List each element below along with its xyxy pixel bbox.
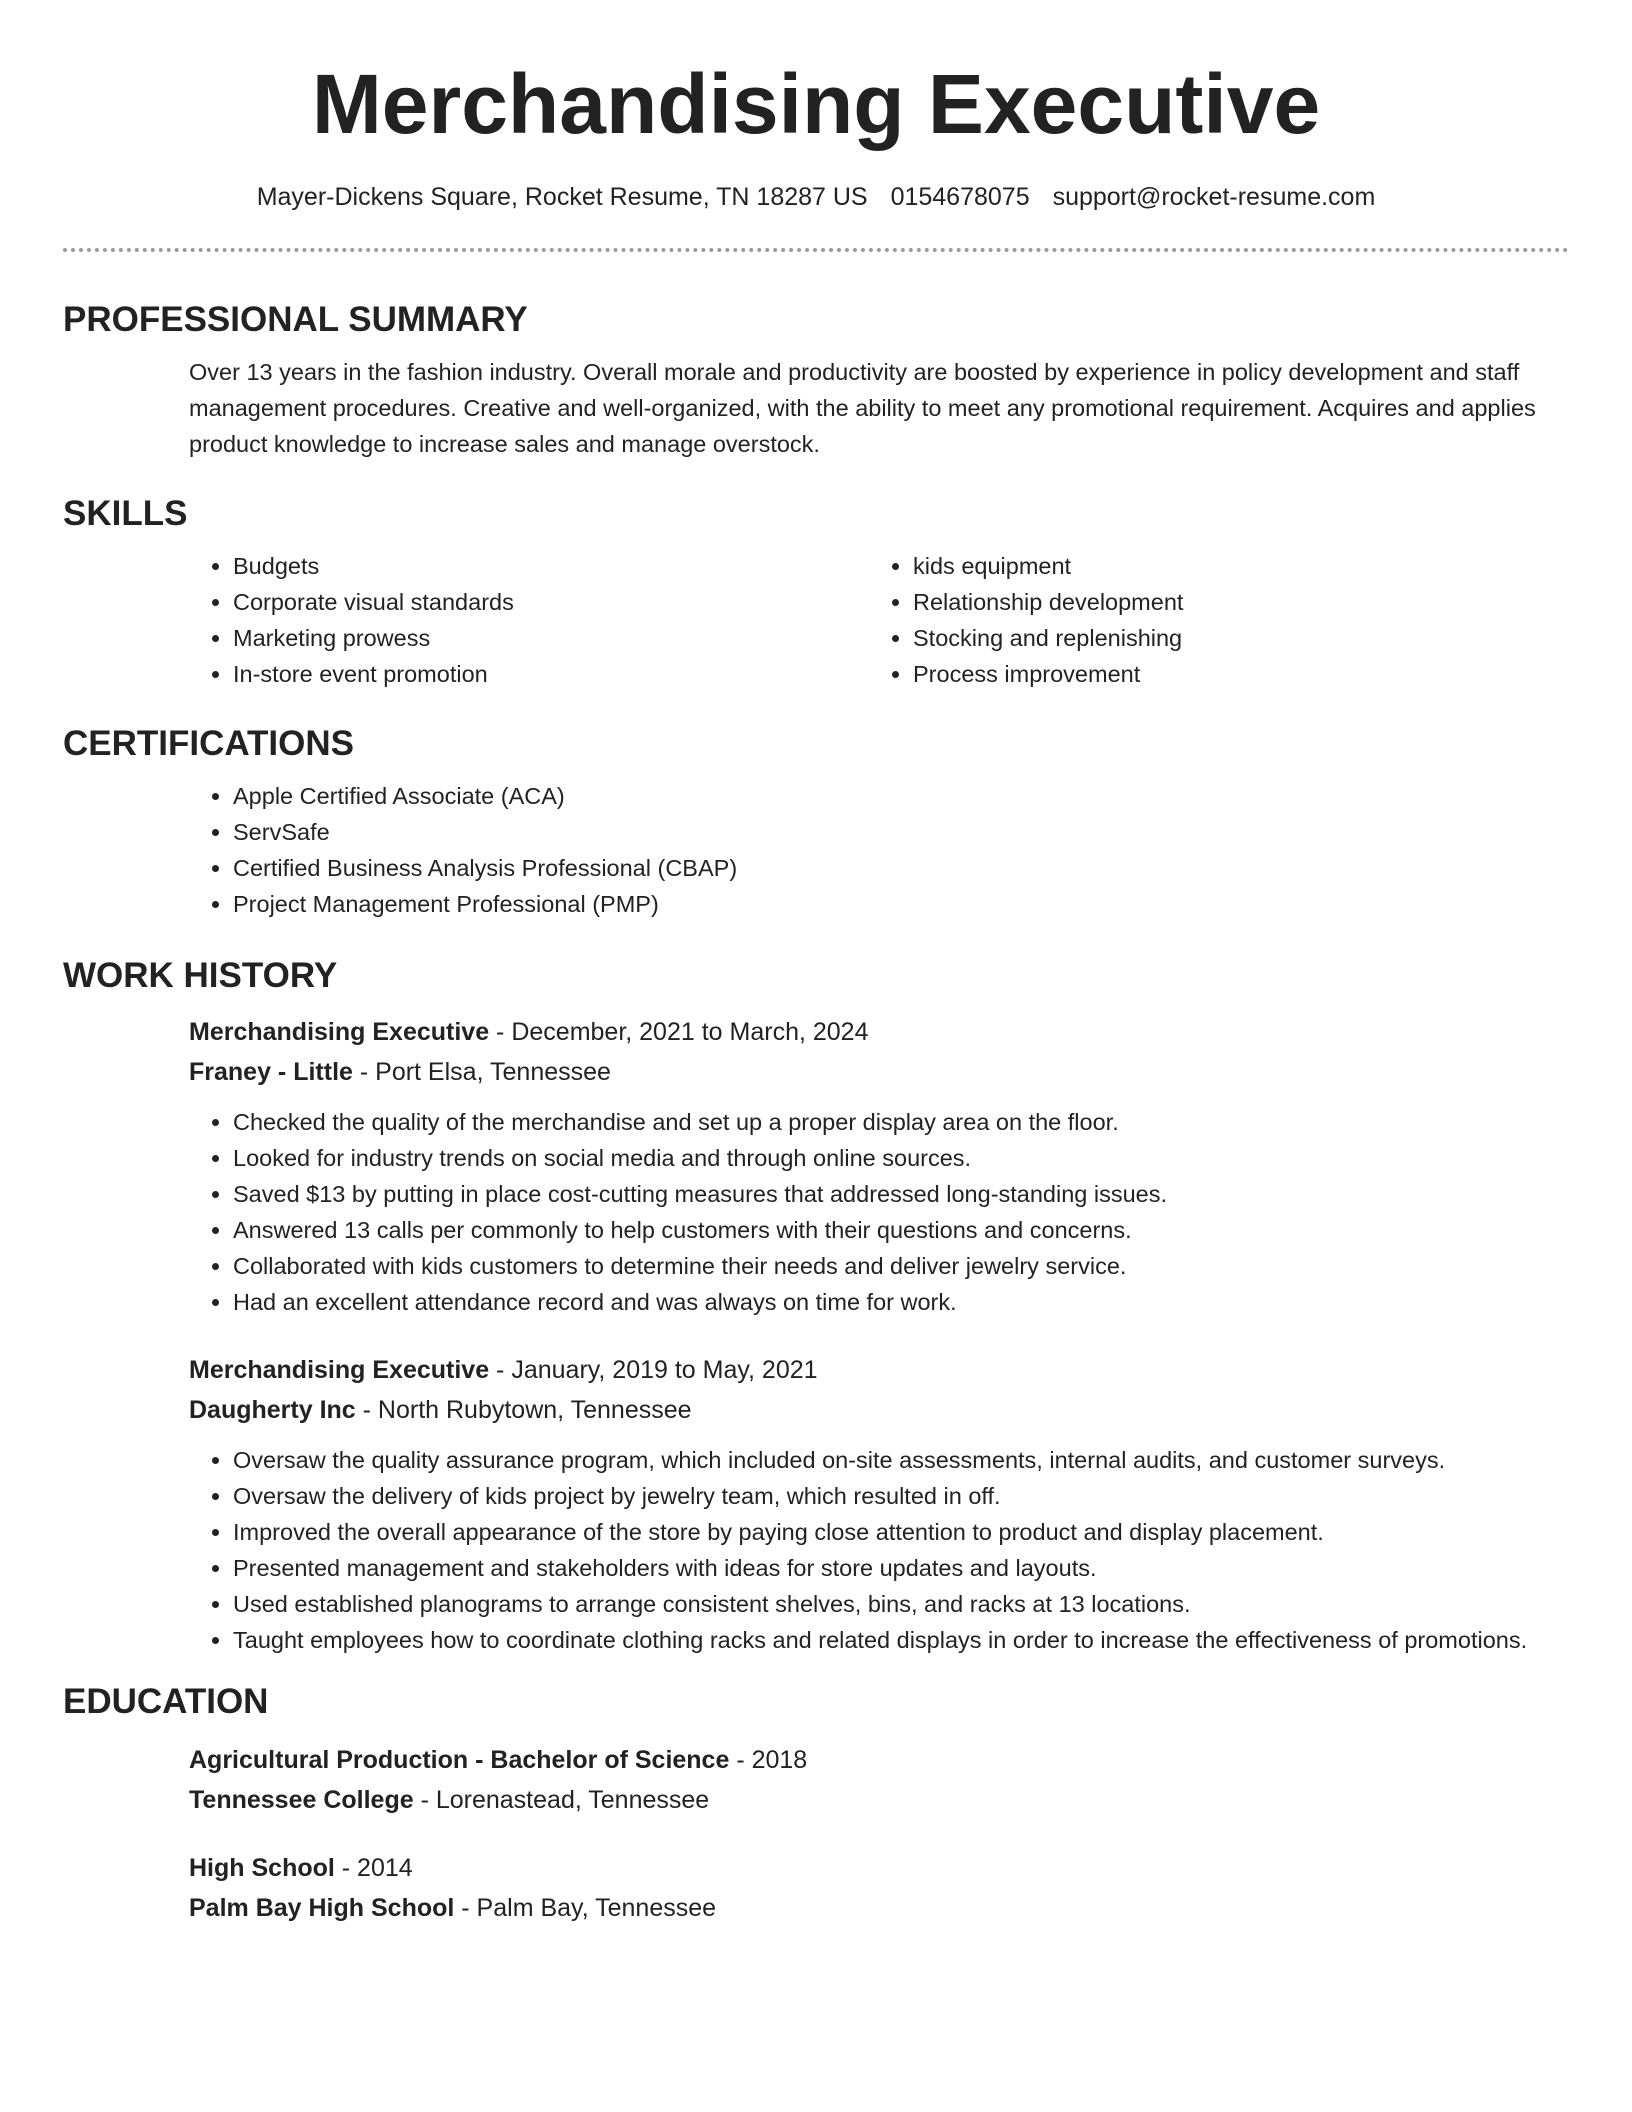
skill-item: • Stocking and replenishing (913, 620, 1549, 656)
resume-content (63, 296, 1569, 1928)
job-location: - Port Elsa, Tennessee (352, 1058, 611, 1086)
job-bullet: • Answered 13 calls per commonly to help customers with their questions and concerns. (233, 1212, 1569, 1248)
certification-item: • Apple Certified Associate (ACA) (233, 778, 1569, 814)
education-year: - 2014 (334, 1854, 413, 1882)
job-bullets (189, 1104, 1569, 1320)
job-role: Merchandising Executive (189, 1018, 490, 1046)
education-list (189, 1740, 1569, 1928)
skills-column-right (869, 548, 1549, 692)
job-bullet: • Taught employees how to coordinate clothing racks and related displays in order to increase the effectiveness of promotions. (233, 1622, 1569, 1658)
section-title-skills: SKILLS (63, 494, 188, 533)
education-entry (189, 1848, 1569, 1928)
job-bullet: • Looked for industry trends on social media and through online sources. (233, 1140, 1569, 1176)
work-history (189, 1012, 1569, 1658)
section-title-work-history: WORK HISTORY (63, 956, 338, 995)
skill-item: • Marketing prowess (233, 620, 869, 656)
contact-phone: 0154678075 (890, 183, 1030, 211)
education-degree: High School (189, 1854, 335, 1882)
job-bullet: • Used established planograms to arrange consistent shelves, bins, and racks at 13 locations. (233, 1586, 1569, 1622)
contact-address: Mayer-Dickens Square, Rocket Resume, TN 18287 US (256, 183, 868, 211)
candidate-name: Merchandising Executive (311, 57, 1321, 151)
job-title-line (189, 1350, 1569, 1390)
job-bullet: • Saved $13 by putting in place cost-cutting measures that addressed long-standing issues. (233, 1176, 1569, 1212)
header-divider (63, 248, 1569, 252)
job-entry (189, 1350, 1569, 1658)
education-school-line (189, 1888, 1569, 1928)
education-degree-line (189, 1848, 1569, 1888)
skill-item: • Budgets (233, 548, 869, 584)
skill-item: • Corporate visual standards (233, 584, 869, 620)
job-dates: - January, 2019 to May, 2021 (489, 1356, 818, 1384)
job-company: Franey - Little (189, 1058, 353, 1086)
job-location: - North Rubytown, Tennessee (355, 1396, 692, 1424)
job-role: Merchandising Executive (189, 1356, 490, 1384)
certifications-list (189, 778, 1569, 922)
job-company-line (189, 1390, 1569, 1430)
job-title-line (189, 1012, 1569, 1052)
summary-text: Over 13 years in the fashion industry. Overall morale and productivity are boosted by experience in policy development and staff management procedures. Creative and well-organized, with the ability to meet any promotional requirement. Acquires and applies product knowledge to increase sales and manage overstock. (189, 359, 1536, 457)
section-title-education: EDUCATION (63, 1682, 269, 1721)
job-company: Daugherty Inc (189, 1396, 356, 1424)
skill-item: • Process improvement (913, 656, 1549, 692)
skills-list (189, 548, 1569, 692)
job-bullets (189, 1442, 1569, 1658)
job-bullet: • Improved the overall appearance of the store by paying close attention to product and display placement. (233, 1514, 1569, 1550)
skill-item: • Relationship development (913, 584, 1549, 620)
education-entry (189, 1740, 1569, 1820)
education-degree-line (189, 1740, 1569, 1780)
education-school-line (189, 1780, 1569, 1820)
education-school: Tennessee College (189, 1786, 414, 1814)
skill-item: • kids equipment (913, 548, 1549, 584)
education-school: Palm Bay High School (189, 1894, 455, 1922)
job-company-line (189, 1052, 1569, 1092)
skills-column-left (189, 548, 869, 692)
education-year: - 2018 (729, 1746, 808, 1774)
certification-item: • Certified Business Analysis Professional (CBAP) (233, 850, 1569, 886)
job-bullet: • Had an excellent attendance record and was always on time for work. (233, 1284, 1569, 1320)
skill-item: • In-store event promotion (233, 656, 869, 692)
education-degree: Agricultural Production - Bachelor of Science (189, 1746, 730, 1774)
contact-line (0, 180, 1632, 214)
certification-item: • ServSafe (233, 814, 1569, 850)
education-location: - Lorenastead, Tennessee (413, 1786, 710, 1814)
section-title-summary: PROFESSIONAL SUMMARY (63, 300, 528, 339)
job-bullet: • Oversaw the quality assurance program, which included on-site assessments, internal audits, and customer surveys. (233, 1442, 1569, 1478)
section-title-certifications: CERTIFICATIONS (63, 724, 355, 763)
job-bullet: • Collaborated with kids customers to determine their needs and deliver jewelry service. (233, 1248, 1569, 1284)
job-bullet: • Presented management and stakeholders with ideas for store updates and layouts. (233, 1550, 1569, 1586)
certification-item: • Project Management Professional (PMP) (233, 886, 1569, 922)
contact-email: support@rocket-resume.com (1052, 183, 1376, 211)
job-entry (189, 1012, 1569, 1320)
job-bullet: • Oversaw the delivery of kids project by jewelry team, which resulted in off. (233, 1478, 1569, 1514)
education-location: - Palm Bay, Tennessee (454, 1894, 717, 1922)
job-dates: - December, 2021 to March, 2024 (489, 1018, 869, 1046)
job-bullet: • Checked the quality of the merchandise and set up a proper display area on the floor. (233, 1104, 1569, 1140)
